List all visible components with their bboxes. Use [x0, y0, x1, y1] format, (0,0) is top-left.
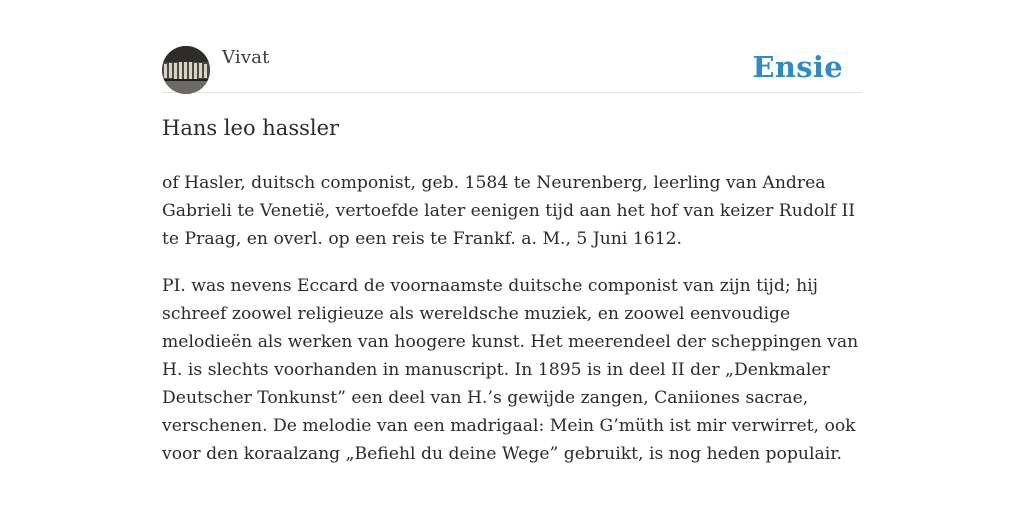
paragraph: PI. was nevens Eccard de voornaamste duitsche componist van zijn tijd; hij schreef zoowel religieuze als wereldsche muziek, en zoowel eenvoudige melodieën als werken van hoogere kunst. Het meerendeel der scheppingen van H. is slechts voorhanden in manuscript. In 1895 is in deel II der „Denkmaler Deutscher Tonkunst” een deel van H.’s gewijde zangen, Caniiones sacrae, verschenen. De melodie van een madrigaal: Mein G’müth ist mir verwirret, ook voor den koraalzang „Befiehl du deine Wege” gebruikt, is nog heden populair.: [162, 276, 859, 464]
source-name-link[interactable]: Vivat: [222, 47, 270, 68]
typewriter-keys-icon: [162, 46, 210, 94]
brand-logo[interactable]: Ensie: [752, 50, 843, 84]
source-avatar[interactable]: [162, 46, 210, 94]
article-title: Hans leo hassler: [162, 116, 340, 140]
card-header: [162, 46, 862, 93]
article-body: [162, 169, 862, 487]
paragraph: of Hasler, duitsch componist, geb. 1584 te Neurenberg, leerling van Andrea Gabrieli te Venetië, vertoefde later eenigen tijd aan het hof van keizer Rudolf II te Praag, en overl. op een reis te Frankf. a. M., 5 Juni 1612.: [162, 173, 856, 249]
